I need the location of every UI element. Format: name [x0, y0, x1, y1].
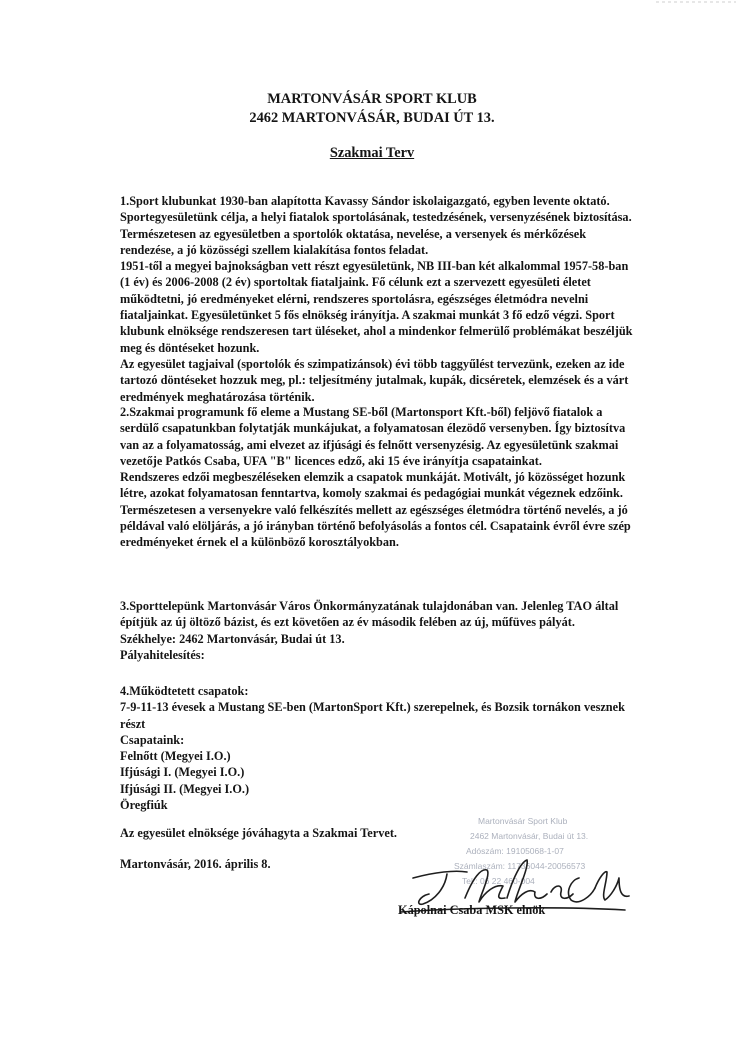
paragraph: Az egyesület tagjaival (sportolók és szimpatizánsok) évi több taggyűlést tervezünk, ezeken az ide tartozó döntéseket hozzuk meg, pl.: teljesítmény jutalmak, kupák, dicséretek, elemzések és a várt eredmények meghatározása történik.: [120, 356, 629, 404]
signer-name: Kápolnai Csaba MSK elnök: [398, 903, 546, 917]
section-teams: [120, 683, 640, 813]
stamp-line: Martonvásár Sport Klub: [478, 816, 568, 826]
paragraph: Pályahitelesítés:: [120, 647, 205, 662]
stamp-line: Adószám: 19105068-1-07: [466, 846, 564, 856]
paragraph: 2.Szakmai programunk fő eleme a Mustang SE-ből (Martonsport Kft.-ből) feljövő fiatalok a serdülő csapatunkban folytatják munkájukat, a folyamatosan élezödő versenyben. Így biztosítva van az a folyamatosság, ami elvezet az ifjúsági és felnőtt versenyzésig. Az egyesületünk szakmai vezetője Patkós Csaba, UFA "B" licences edző, aki 15 éve irányítja csapatainkat.: [120, 405, 626, 468]
stamp-line: Tel.: 06 22 460-004: [462, 876, 535, 886]
place-and-date: Martonvásár, 2016. április 8.: [120, 857, 271, 871]
scan-corner-mark: [656, 0, 736, 6]
section-professional-program: [120, 404, 640, 551]
club-name-heading: MARTONVÁSÁR SPORT KLUB: [267, 91, 477, 107]
paragraph: Székhelye: 2462 Martonvásár, Budai út 13.: [120, 631, 345, 646]
document-title: Szakmai Terv: [329, 145, 415, 161]
list-item: Csapataink:: [120, 732, 185, 747]
paragraph: Sportegyesületünk célja, a helyi fiatalok sportolásának, testedzésének, versenyzésének biztosítása. Természetesen az egyesületben a sportolók oktatása, nevelése, a versenyek és mérkőzések rendezése, a jó közösségi szellem kialakítása fontos feladat.: [120, 210, 632, 257]
stamp-line: 2462 Martonvásár, Budai út 13.: [470, 831, 589, 841]
stamp-line: Számlaszám: 11736044-20056573: [454, 861, 586, 871]
list-item: Ifjúsági I. (Megyei I.O.): [120, 765, 245, 780]
list-item: Felnőtt (Megyei I.O.): [120, 749, 231, 764]
paragraph: Rendszeres edzői megbeszéléseken elemzik a csapatok munkáját. Motivált, jó közösséget hozunk létre, azokat folyamatosan fenntartva, komoly szakmai és pedagógiai munkát végeznek edzőink. Természetesen a versenyekre való felkészítés mellett az egészséges életmódra történő nevelés, a jó példával való elöljárás, a jó irányban történő befolyásolás a fontos cél. Csapataink évről évre szép eredményeket érnek el a különböző korosztályokban.: [120, 470, 631, 550]
list-item: Ifjúsági II. (Megyei I.O.): [120, 781, 250, 796]
section-history: [120, 193, 640, 405]
paragraph: 7-9-11-13 évesek a Mustang SE-ben (MartonSport Kft.) szerepelnek, és Bozsik tornákon vesznek részt: [120, 700, 625, 731]
paragraph: 1.Sport klubunkat 1930-ban alapította Kavassy Sándor iskolaigazgató, egyben levente oktató.: [120, 194, 610, 208]
paragraph: 1951-től a megyei bajnokságban vett részt egyesületünk, NB III-ban két alkalommal 1957-58-ban (1 év) és 2006-2008 (2 év) sportoltak fiataljaink. Fő célunk ezt a szervezett egyesületi életet működtetni, jó eredményeket elérni, rendszeres sportolásra, egészséges életmódra nevelni fiataljainkat. Egyesületünket 5 fős elnökség irányítja. A szakmai munkát 3 fő edző végzi. Sport klubunk elnöksége rendszeresen tart üléseket, ahol a mindenkor felmerülő problémákat beszéljük meg és döntéseket hozunk.: [120, 259, 633, 355]
paragraph: 4.Működtetett csapatok:: [120, 684, 249, 698]
approval-statement: Az egyesület elnöksége jóváhagyta a Szakmai Tervet.: [120, 826, 397, 840]
section-facilities: [120, 598, 640, 663]
paragraph: 3.Sporttelepünk Martonvásár Város Önkormányzatának tulajdonában van. Jelenleg TAO által építjük az új öltöző bázist, és ezt követően az év második felében az új, műfüves pályát.: [120, 599, 619, 630]
club-address-heading: 2462 MARTONVÁSÁR, BUDAI ÚT 13.: [249, 110, 495, 126]
list-item: Öregfiúk: [120, 798, 168, 813]
